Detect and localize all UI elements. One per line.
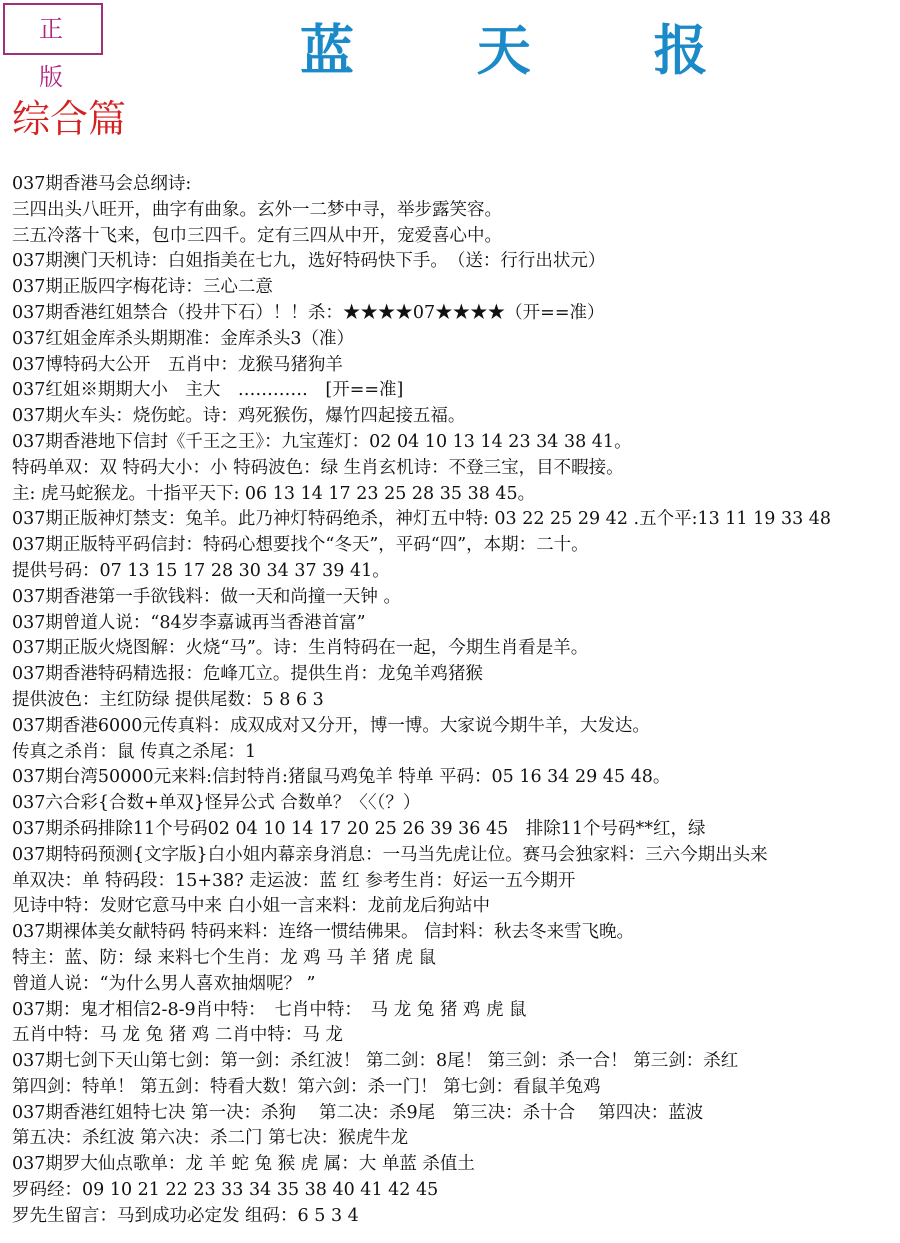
text-line: 037期香港马会总纲诗:: [12, 174, 192, 194]
text-line: 第五决：杀红波 第六决：杀二门 第七决：猴虎牛龙: [12, 1128, 409, 1149]
text-line: 037期香港地下信封《千王之王》：九宝莲灯：02 04 10 13 14 23 34 38 41。: [12, 431, 632, 452]
text-line: 037期杀码排除11个号码02 04 10 14 17 20 25 26 39 36 45 排除11个号码**红，绿: [12, 818, 706, 839]
edition-badge: 正 版: [3, 3, 103, 55]
text-line: 037期：鬼才相信2-8-9肖中特： 七肖中特： 马 龙 兔 猪 鸡 虎 鼠: [12, 999, 527, 1020]
text-line: 037期香港特码精选报：危峰兀立。提供生肖：龙兔羊鸡猪猴: [12, 664, 483, 685]
text-line: 037期香港6000元传真料：成双成对又分开，博一博。大家说今期牛羊，大发达。: [12, 715, 650, 736]
text-line: 提供波色：主红防绿 提供尾数：5 8 6 3: [12, 689, 324, 710]
text-line: 传真之杀肖：鼠 传真之杀尾：1: [12, 741, 257, 762]
text-line: 037期裸体美女献特码 特码来料：连络一惯结佛果。 信封料：秋去冬来雪飞晚。: [12, 922, 635, 943]
text-line: 037期特码预测{文字版}白小姐内幕亲身消息：一马当先虎让位。赛马会独家料：三六今期出头来: [12, 844, 768, 865]
text-line: 罗码经：09 10 21 22 23 33 34 35 38 40 41 42 45: [12, 1180, 439, 1201]
text-line: 037红姐※期期大小 主大 ………… [开==准]: [12, 380, 404, 401]
text-line: 037期曾道人说：“84岁李嘉诚再当香港首富”: [12, 612, 366, 633]
text-line: 特码单双：双 特码大小：小 特码波色：绿 生肖玄机诗：不登三宝，目不暇接。: [12, 457, 624, 478]
text-line: 罗先生留言：马到成功必定发 组码：6 5 3 4: [12, 1205, 359, 1226]
text-line: 主: 虎马蛇猴龙。十指平天下: 06 13 14 17 23 25 28 35 38 45。: [12, 483, 536, 504]
section-title: 综合篇: [12, 97, 127, 141]
text-line: 单双决：单 特码段：15+38? 走运波：蓝 红 参考生肖：好运一五今期开: [12, 870, 576, 891]
text-line: 037期正版特平码信封：特码心想要找个“冬天”，平码“四”，本期：二十。: [12, 535, 589, 556]
text-line: 曾道人说：“为什么男人喜欢抽烟呢？ ”: [12, 973, 316, 994]
text-line: 037红姐金库杀头期期准：金库杀头3（准）: [12, 328, 355, 349]
text-line: 见诗中特：发财它意马中来 白小姐一言来料：龙前龙后狗站中: [12, 896, 491, 917]
text-line: 五肖中特：马 龙 兔 猪 鸡 二肖中特：马 龙: [12, 1025, 343, 1046]
text-line: 037期罗大仙点歌单：龙 羊 蛇 兔 猴 虎 属：大 单蓝 杀值土: [12, 1154, 475, 1175]
text-line: 037博特码大公开 五肖中：龙猴马猪狗羊: [12, 354, 343, 375]
text-line: 037期澳门天机诗：白姐指美在七九，选好特码快下手。 （送：行行出状元）: [12, 251, 606, 272]
text-line: 三五冷落十飞来，包巾三四千。定有三四从中开，宠爱喜心中。: [12, 225, 502, 246]
text-line: 提供号码：07 13 15 17 28 30 34 37 39 41。: [12, 560, 390, 581]
text-line: 037期正版神灯禁支：兔羊。此乃神灯特码绝杀，神灯五中特: 03 22 25 29 42 .五个平:13 11 19 33 48: [12, 509, 832, 530]
text-line: 第四剑：特单！ 第五剑：特看大数！第六剑：杀一门！ 第七剑：看鼠羊兔鸡: [12, 1076, 601, 1097]
text-lines: [12, 172, 898, 1230]
text-line: 037期香港第一手欲钱料：做一天和尚撞一天钟 。: [12, 586, 401, 607]
text-line: 037期香港红姐特七决 第一决：杀狗 第二决：杀9尾 第三决：杀十合 第四决：蓝波: [12, 1102, 704, 1123]
text-line: 037期火车头：烧伤蛇。诗：鸡死猴伤，爆竹四起接五福。: [12, 406, 466, 427]
newspaper-title: 蓝 天 报: [300, 18, 760, 82]
text-line: 三四出头八旺开，曲字有曲象。玄外一二梦中寻，举步露笑容。: [12, 199, 502, 220]
text-line: 特主：蓝、防：绿 来料七个生肖：龙 鸡 马 羊 猪 虎 鼠: [12, 947, 436, 968]
text-line: 037期香港红姐禁合（投井下石）！！杀：★★★★07★★★★（开==准）: [12, 302, 605, 323]
text-line: 037期台湾50000元来料:信封特肖:猪鼠马鸡兔羊 特单 平码：05 16 34 29 45 48。: [12, 767, 671, 788]
text-line: 037期正版四字梅花诗：三心二意: [12, 277, 273, 298]
text-line: 037期正版火烧图解：火烧“马”。诗：生肖特码在一起，今期生肖看是羊。: [12, 638, 589, 659]
text-line: 037六合彩{合数+单双}怪异公式 合数单？〈〈（？）: [12, 793, 421, 814]
text-line: 037期七剑下天山第七剑：第一剑：杀红波！ 第二剑：8尾！ 第三剑：杀一合！ 第三剑：杀红: [12, 1051, 739, 1072]
